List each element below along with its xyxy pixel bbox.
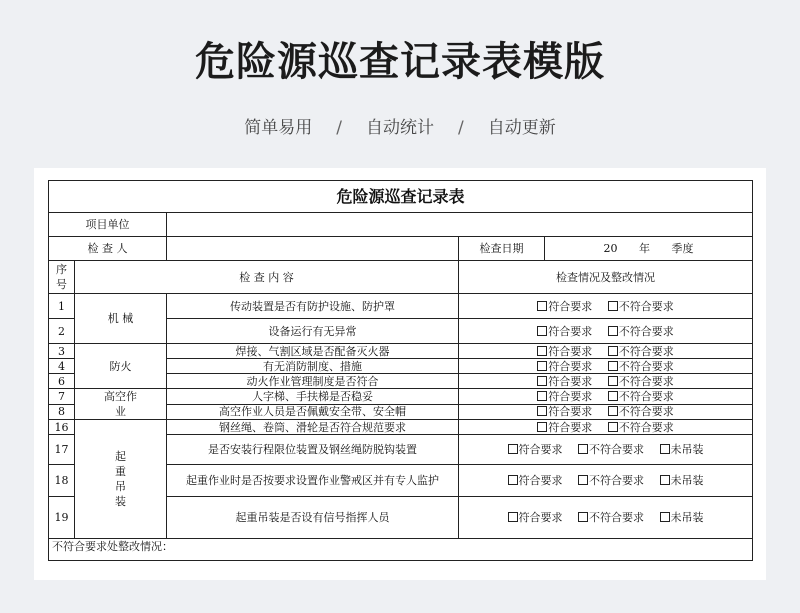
row-no: 16 — [49, 420, 75, 435]
row-no: 18 — [49, 465, 75, 497]
checkbox[interactable] — [537, 346, 547, 356]
row-content: 有无消防制度、措施 — [167, 359, 459, 374]
checkbox[interactable] — [608, 422, 618, 432]
checkbox[interactable] — [537, 376, 547, 386]
category-lifting: 起重吊装 — [75, 420, 167, 539]
option-none[interactable] — [660, 443, 704, 456]
date-field[interactable] — [545, 237, 753, 261]
checkbox[interactable] — [508, 444, 518, 454]
row-no: 1 — [49, 294, 75, 319]
row-content: 动火作业管理制度是否符合 — [167, 374, 459, 389]
row-result — [459, 465, 753, 497]
col-seq-header: 序号 — [49, 261, 75, 294]
row-content: 传动装置是否有防护设施、防护罩 — [167, 294, 459, 319]
checkbox[interactable] — [578, 512, 588, 522]
checkbox[interactable] — [508, 512, 518, 522]
option-ok[interactable] — [508, 511, 563, 524]
category-height: 高空作业 — [75, 389, 167, 420]
project-field[interactable] — [167, 213, 753, 237]
inspector-label: 检 查 人 — [49, 237, 167, 261]
form-sheet — [34, 168, 766, 580]
row-result — [459, 374, 753, 389]
checkbox[interactable] — [537, 406, 547, 416]
row-result — [459, 294, 753, 319]
option-bad-label: 不符合要求 — [618, 344, 674, 358]
option-bad-label: 不符合要求 — [589, 511, 645, 524]
option-bad-label: 不符合要求 — [618, 374, 674, 388]
checkbox[interactable] — [608, 376, 618, 386]
page-title: 危险源巡查记录表模版 — [195, 39, 605, 85]
option-bad-label: 不符合要求 — [618, 359, 674, 373]
checkbox[interactable] — [578, 444, 588, 454]
row-result — [459, 497, 753, 539]
row-no: 8 — [49, 404, 75, 420]
option-ok-label: 符合要求 — [548, 405, 593, 419]
option-bad-label: 不符合要求 — [618, 389, 674, 403]
date-year-prefix: 20 — [603, 242, 618, 255]
option-bad[interactable] — [578, 474, 644, 487]
option-bad[interactable] — [608, 300, 674, 313]
row-no: 6 — [49, 374, 75, 389]
option-ok[interactable] — [537, 300, 592, 313]
option-bad-label: 不符合要求 — [618, 420, 674, 434]
option-ok-label: 符合要求 — [518, 443, 563, 456]
option-bad-label: 不符合要求 — [618, 299, 674, 313]
row-no: 2 — [49, 319, 75, 344]
project-label: 项目单位 — [49, 213, 167, 237]
row-content: 焊接、气割区域是否配备灭火器 — [167, 344, 459, 359]
row-no: 7 — [49, 389, 75, 405]
checkbox[interactable] — [660, 512, 670, 522]
option-ok[interactable] — [508, 474, 563, 487]
option-none[interactable] — [660, 511, 704, 524]
checkbox[interactable] — [537, 391, 547, 401]
feature-3: 自动更新 — [487, 118, 556, 138]
row-content: 钢丝绳、卷筒、滑轮是否符合规范要求 — [167, 420, 459, 435]
checkbox[interactable] — [537, 301, 547, 311]
option-bad[interactable] — [608, 325, 674, 338]
option-ok[interactable] — [537, 345, 592, 358]
option-bad[interactable] — [608, 405, 674, 418]
col-result-header: 检查情况及整改情况 — [459, 261, 753, 294]
inspection-form — [48, 180, 753, 561]
option-ok-label: 符合要求 — [548, 359, 593, 373]
feature-2: 自动统计 — [366, 118, 434, 138]
option-ok[interactable] — [537, 325, 592, 338]
option-ok-label: 符合要求 — [548, 374, 593, 388]
option-none-label: 未吊装 — [670, 474, 704, 487]
category-mechanical: 机 械 — [75, 294, 167, 344]
checkbox[interactable] — [608, 346, 618, 356]
row-content: 高空作业人员是否佩戴安全带、安全帽 — [167, 404, 459, 420]
row-content: 人字梯、手扶梯是否稳妥 — [167, 389, 459, 405]
checkbox[interactable] — [608, 406, 618, 416]
checkbox[interactable] — [608, 361, 618, 371]
checkbox[interactable] — [660, 475, 670, 485]
form-title: 危险源巡查记录表 — [49, 181, 753, 213]
date-year-unit: 年 — [639, 242, 651, 255]
option-ok-label: 符合要求 — [548, 299, 593, 313]
row-content: 起重作业时是否按要求设置作业警戒区并有专人监护 — [167, 465, 459, 497]
row-content: 设备运行有无异常 — [167, 319, 459, 344]
checkbox[interactable] — [537, 422, 547, 432]
option-bad[interactable] — [608, 421, 674, 434]
row-no: 19 — [49, 497, 75, 539]
option-none[interactable] — [660, 474, 704, 487]
option-none-label: 未吊装 — [670, 511, 704, 524]
checkbox[interactable] — [608, 326, 618, 336]
option-bad[interactable] — [578, 443, 644, 456]
checkbox[interactable] — [608, 301, 618, 311]
rectification-label: 不符合要求处整改情况： — [52, 540, 173, 553]
row-result — [459, 420, 753, 435]
option-ok-label: 符合要求 — [548, 324, 593, 338]
row-content: 是否安装行程限位装置及钢丝绳防脱钩装置 — [167, 435, 459, 465]
option-ok-label: 符合要求 — [548, 344, 593, 358]
option-ok-label: 符合要求 — [518, 511, 563, 524]
row-no: 4 — [49, 359, 75, 374]
row-result — [459, 435, 753, 465]
row-result — [459, 389, 753, 405]
option-bad-label: 不符合要求 — [589, 474, 645, 487]
col-content-header: 检 查 内 容 — [75, 261, 459, 294]
option-ok[interactable] — [508, 443, 563, 456]
checkbox[interactable] — [537, 361, 547, 371]
checkbox[interactable] — [578, 475, 588, 485]
option-ok-label: 符合要求 — [548, 389, 593, 403]
separator-1: / — [336, 118, 342, 138]
option-ok[interactable] — [537, 421, 592, 434]
option-bad[interactable] — [608, 390, 674, 403]
category-fire: 防火 — [75, 344, 167, 389]
option-bad[interactable] — [608, 375, 674, 388]
row-content: 起重吊装是否设有信号指挥人员 — [167, 497, 459, 539]
row-result — [459, 404, 753, 420]
checkbox[interactable] — [660, 444, 670, 454]
option-ok-label: 符合要求 — [548, 420, 593, 434]
option-bad-label: 不符合要求 — [618, 405, 674, 419]
row-no: 17 — [49, 435, 75, 465]
rectification-notes[interactable] — [49, 539, 753, 561]
checkbox[interactable] — [537, 326, 547, 336]
option-bad[interactable] — [608, 345, 674, 358]
checkbox[interactable] — [608, 391, 618, 401]
row-no: 3 — [49, 344, 75, 359]
feature-line — [0, 113, 800, 138]
option-ok-label: 符合要求 — [518, 474, 563, 487]
separator-2: / — [458, 118, 464, 138]
option-ok[interactable] — [537, 405, 592, 418]
date-quarter: 季度 — [671, 242, 694, 255]
option-bad[interactable] — [608, 360, 674, 373]
option-ok[interactable] — [537, 375, 592, 388]
checkbox[interactable] — [508, 475, 518, 485]
option-bad-label: 不符合要求 — [589, 443, 645, 456]
option-bad-label: 不符合要求 — [618, 324, 674, 338]
option-ok[interactable] — [537, 360, 592, 373]
date-label: 检查日期 — [459, 237, 545, 261]
feature-1: 简单易用 — [244, 118, 313, 138]
option-ok[interactable] — [537, 390, 592, 403]
row-result — [459, 319, 753, 344]
option-none-label: 未吊装 — [670, 443, 704, 456]
row-result — [459, 359, 753, 374]
option-bad[interactable] — [578, 511, 644, 524]
inspector-field[interactable] — [167, 237, 459, 261]
row-result — [459, 344, 753, 359]
